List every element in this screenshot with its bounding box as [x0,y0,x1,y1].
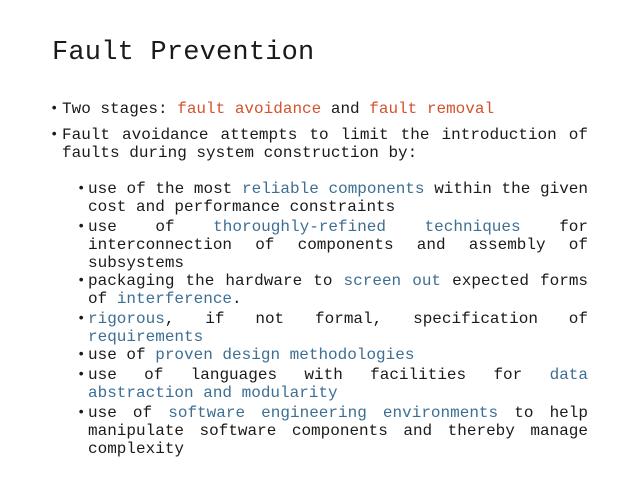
highlighted-term: data abstraction and modularity [88,366,588,402]
bullet-dot-icon: • [77,405,86,421]
highlighted-term: reliable components [241,180,425,198]
sub-bullet-item [77,218,588,272]
sub-bullet-item [77,272,589,308]
bullet-text: to help manipulate software components and thereby manage complexity [88,404,588,458]
highlighted-term: thoroughly-refined techniques [213,218,521,236]
bullet-text: expected forms of [88,272,589,308]
bullet-dot-icon: • [77,347,86,363]
highlighted-term: screen out [343,272,442,290]
bullet-text: . [232,290,242,308]
sub-bullet-item [77,180,589,216]
highlighted-term: fault avoidance [177,100,322,118]
bullet-dot-icon: • [77,181,86,197]
bullet-dot-icon: • [77,367,86,383]
sub-bullet-item [77,310,588,346]
bullet-text: Two stages: [62,100,178,118]
bullet-text: and [321,100,370,118]
bullet-text: Fault avoidance attempts to limit the introduction of faults during system construction by: [62,126,588,162]
bullet-text: , if not formal, specification of [164,310,588,328]
bullet-dot-icon: • [50,101,59,117]
highlighted-term: requirements [88,328,204,346]
bullet-item [50,126,588,162]
highlighted-term: software engineering environments [168,404,499,422]
bullet-dot-icon: • [77,219,86,235]
bullet-item [50,100,588,118]
bullet-text: use of [88,404,169,422]
bullet-text: use of languages with facilities for [88,366,550,384]
bullet-text: use of [88,218,214,236]
highlighted-term: proven design methodologies [155,346,415,364]
highlighted-term: fault removal [369,100,495,118]
bullet-text: packaging the hardware to [88,272,344,290]
bullet-dot-icon: • [77,273,86,289]
bullet-dot-icon: • [77,311,86,327]
highlighted-term: rigorous [88,310,165,328]
bullet-text: within the given cost and performance constraints [88,180,589,216]
slide-title: Fault Prevention [52,38,315,68]
sub-bullet-item [77,346,588,364]
bullet-text: use of the most [88,180,242,198]
bullet-text: for interconnection of components and assembly of subsystems [88,218,588,272]
bullet-text: use of [88,346,156,364]
highlighted-term: interference [116,290,233,308]
bullet-dot-icon: • [50,127,59,143]
sub-bullet-item [77,366,588,402]
sub-bullet-item [77,404,588,458]
